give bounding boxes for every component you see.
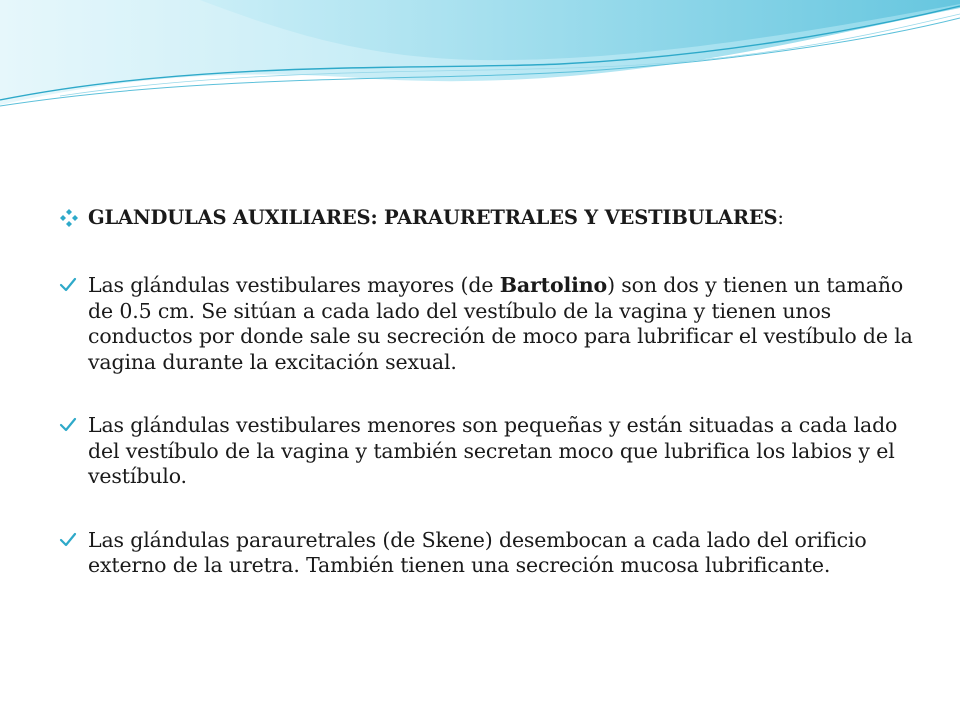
bullet-vestibulares-menores: [60, 413, 920, 490]
checkmark-icon: [58, 275, 78, 295]
four-diamond-bullet-icon: [60, 209, 78, 227]
bullet-bartolino: [60, 273, 920, 375]
checkmark-icon: [58, 530, 78, 550]
bullet-text-bold: Bartolino: [499, 273, 608, 297]
bullet-skene: [60, 528, 920, 579]
checkmark-icon: [58, 415, 78, 435]
heading-suffix: :: [777, 206, 784, 229]
bullet-text-after: ) son dos y tienen un tamaño de 0.5 cm. Se sitúan a cada lado del vestíbulo de la vagina y tienen unos conductos por donde sale su secreción de moco para lubrificar el vestíbulo de la vagina durante la excitación sexual.: [88, 273, 913, 374]
bullet-text: Las glándulas vestibulares menores son pequeñas y están situadas a cada lado del vestíbulo de la vagina y también secretan moco que lubrifica los labios y el vestíbulo.: [88, 413, 898, 488]
bullet-text-before: Las glándulas vestibulares mayores (de: [88, 273, 500, 297]
slide-heading: [60, 205, 920, 231]
heading-text: GLANDULAS AUXILIARES: PARAURETRALES Y VESTIBULARES: [88, 206, 778, 229]
bullet-text: Las glándulas parauretrales (de Skene) desembocan a cada lado del orificio externo de la uretra. También tienen una secreción mucosa lubrificante.: [88, 527, 867, 577]
header-wave-decoration: [0, 0, 960, 120]
slide-content: [60, 205, 920, 617]
